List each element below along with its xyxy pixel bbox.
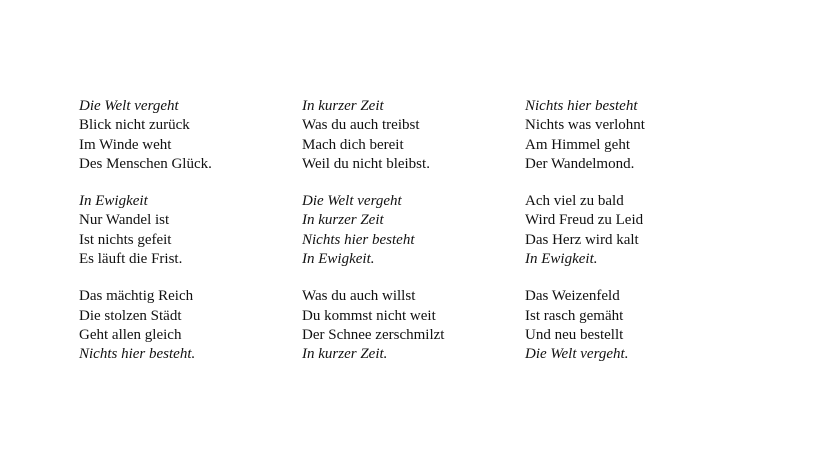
- poem-line: Nur Wandel ist: [79, 212, 170, 229]
- poem-line: In Ewigkeit: [79, 193, 148, 210]
- poem-stanza: [79, 97, 212, 174]
- poem-line: Das Herz wird kalt: [525, 231, 639, 248]
- poem-line: Das mächtig Reich: [79, 288, 194, 305]
- poem-line: Die Welt vergeht: [79, 98, 179, 114]
- poem-line: Ist rasch gemäht: [525, 307, 624, 324]
- poem-column-1: [79, 97, 212, 383]
- poem-line: Der Wandelmond.: [525, 155, 635, 172]
- poem-line: Die Welt vergeht.: [525, 346, 629, 363]
- poem-line: Nichts was verlohnt: [525, 117, 645, 134]
- poem-line: Die stolzen Städt: [79, 307, 182, 324]
- poem-stanza: [302, 192, 444, 269]
- poem-line: Weil du nicht bleibst.: [302, 155, 430, 172]
- poem-stanza: [302, 97, 444, 174]
- poem-column-3: [525, 97, 645, 383]
- poem-line: Am Himmel geht: [525, 136, 630, 153]
- poem-line: In Ewigkeit.: [302, 251, 375, 268]
- poem-line: Was du auch treibst: [302, 117, 420, 134]
- poem-line: Und neu bestellt: [525, 326, 624, 343]
- poem-line: Die Welt vergeht: [302, 193, 402, 210]
- poem-line: Blick nicht zurück: [79, 117, 190, 134]
- poem-line: In Ewigkeit.: [525, 251, 598, 268]
- poem-line: Es läuft die Frist.: [79, 251, 183, 268]
- poem-line: Wird Freud zu Leid: [525, 212, 644, 229]
- poem-line: Das Weizenfeld: [525, 288, 620, 305]
- poem-stanza: [525, 97, 645, 174]
- poem-stanza: [525, 192, 645, 269]
- poem-line: Nichts hier besteht: [525, 98, 638, 114]
- poem-line: Ist nichts gefeit: [79, 231, 172, 248]
- poem-line: Mach dich bereit: [302, 136, 404, 153]
- poem-line: In kurzer Zeit: [302, 98, 384, 114]
- poem-stanza: [302, 287, 444, 364]
- poem-stanza: [79, 192, 212, 269]
- poem-line: Du kommst nicht weit: [302, 307, 436, 324]
- poem-line: Der Schnee zerschmilzt: [302, 326, 445, 343]
- poem-column-2: [302, 97, 444, 383]
- poem-line: Im Winde weht: [79, 136, 172, 153]
- poem-line: Nichts hier besteht: [302, 231, 415, 248]
- poem-line: In kurzer Zeit.: [302, 346, 388, 363]
- poem-line: Nichts hier besteht.: [79, 346, 196, 363]
- poem-line: Geht allen gleich: [79, 326, 182, 343]
- poem-stanza: [525, 287, 645, 364]
- poem-line: Was du auch willst: [302, 288, 416, 305]
- poem-line: Ach viel zu bald: [525, 193, 624, 210]
- poem-line: Des Menschen Glück.: [79, 155, 212, 172]
- poem-line: In kurzer Zeit: [302, 212, 384, 229]
- poem-stanza: [79, 287, 212, 364]
